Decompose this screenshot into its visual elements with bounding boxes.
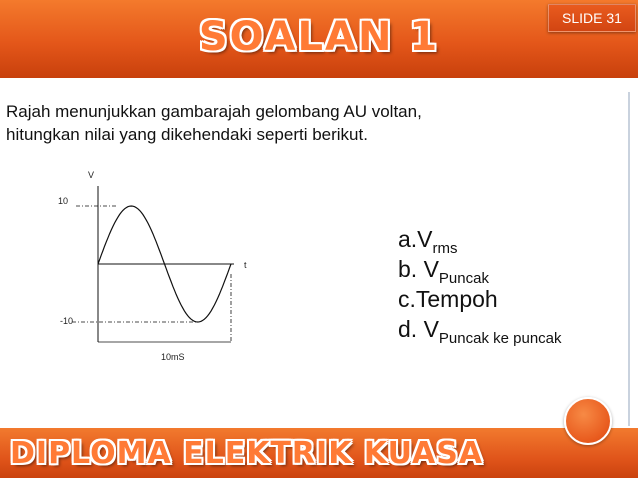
question-d: d. $V_{Puncak ke puncak}$ [398, 316, 562, 347]
ac-waveform-diagram [48, 162, 278, 387]
positive-peak-label: 10 [58, 196, 69, 206]
question-c: c.Tempoh [398, 286, 498, 312]
intro-line-2: hitungkan nilai yang dikehendaki seperti berikut. [6, 125, 368, 144]
intro-text [6, 100, 566, 146]
question-list [398, 224, 562, 347]
question-a: $a.V_{rms}$ [398, 226, 458, 257]
v-axis-label: V [88, 170, 95, 180]
decorative-circle [564, 397, 612, 445]
negative-peak-label: -10 [60, 316, 74, 326]
page-title: SOALAN 1 [198, 14, 440, 60]
intro-line-1: Rajah menunjukkan gambarajah gelombang AU voltan, [6, 102, 422, 121]
slide-number-badge: SLIDE 31 [548, 4, 636, 32]
t-axis-label: t [244, 260, 247, 270]
footer-title: DIPLOMA ELEKTRIK KUASA [10, 436, 484, 471]
period-label: 10mS [161, 352, 185, 362]
question-b: b. $V_{Puncak}$ [398, 256, 489, 287]
